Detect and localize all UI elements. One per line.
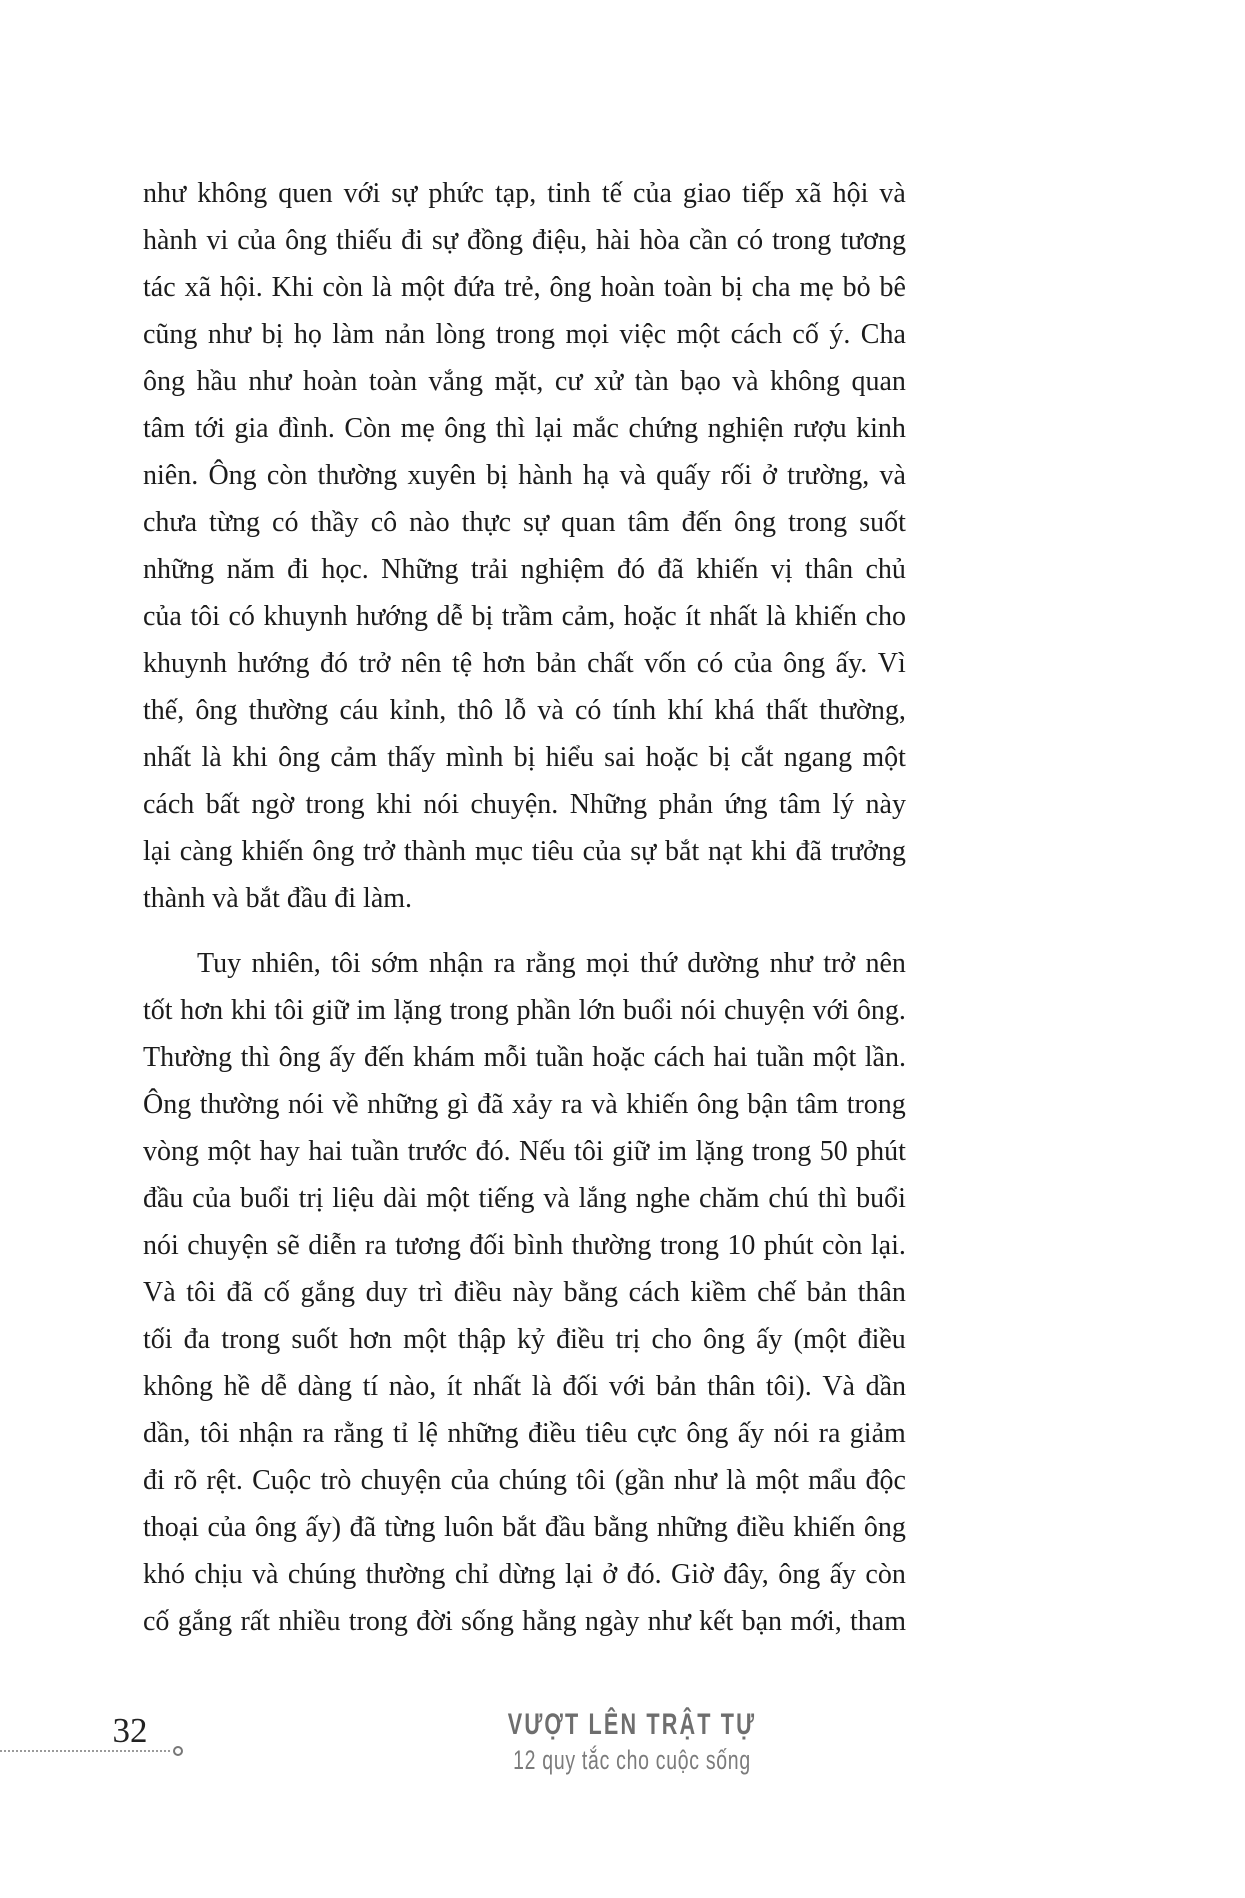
paragraph [143,940,906,1645]
text-line: của tôi có khuynh hướng dễ bị trầm cảm, hoặc ít nhất là khiến cho [143,601,906,632]
text-line: tâm tới gia đình. Còn mẹ ông thì lại mắc chứng nghiện rượu kinh [143,413,906,444]
text-line: những năm đi học. Những trải nghiệm đó đã khiến vị thân chủ [143,554,906,585]
text-line: nhất là khi ông cảm thấy mình bị hiểu sai hoặc bị cắt ngang một [143,742,906,773]
text-line: khó chịu và chúng thường chỉ dừng lại ở đó. Giờ đây, ông ấy còn [143,1559,906,1590]
text-line: Ông thường nói về những gì đã xảy ra và khiến ông bận tâm trong [143,1089,906,1120]
text-line: niên. Ông còn thường xuyên bị hành hạ và quấy rối ở trường, và [143,460,906,491]
text-line: thành và bắt đầu đi làm. [143,883,413,914]
text-line: hành vi của ông thiếu đi sự đồng điệu, hài hòa cần có trong tương [143,225,906,256]
text-line: nói chuyện sẽ diễn ra tương đối bình thường trong 10 phút còn lại. [143,1230,906,1261]
text-line: cố gắng rất nhiều trong đời sống hằng ngày như kết bạn mới, tham [143,1606,906,1637]
page-number: 32 [112,1711,148,1750]
book-subtitle: 12 quy tắc cho cuộc sống [513,1745,751,1775]
text-line: Và tôi đã cố gắng duy trì điều này bằng cách kiềm chế bản thân [143,1277,906,1308]
body-text [143,170,906,1645]
text-line: vòng một hay hai tuần trước đó. Nếu tôi giữ im lặng trong 50 phút [143,1136,906,1167]
dotted-leader-line [0,1750,170,1752]
paragraph [143,170,906,922]
text-line: tốt hơn khi tôi giữ im lặng trong phần lớn buổi nói chuyện với ông. [143,995,906,1026]
text-line: Tuy nhiên, tôi sớm nhận ra rằng mọi thứ dường như trở nên [197,948,906,979]
text-line: đi rõ rệt. Cuộc trò chuyện của chúng tôi (gần như là một mẩu độc [143,1465,906,1496]
text-line: thoại của ông ấy) đã từng luôn bắt đầu bằng những điều khiến ông [143,1512,906,1543]
text-line: đầu của buổi trị liệu dài một tiếng và lắng nghe chăm chú thì buổi [143,1183,906,1214]
text-line: không hề dễ dàng tí nào, ít nhất là đối với bản thân tôi). Và dần [143,1371,906,1402]
text-line: thế, ông thường cáu kỉnh, thô lỗ và có tính khí khá thất thường, [143,695,906,726]
text-line: như không quen với sự phức tạp, tinh tế của giao tiếp xã hội và [143,178,906,209]
text-line: lại càng khiến ông trở thành mục tiêu của sự bắt nạt khi đã trưởng [143,836,906,867]
text-line: tác xã hội. Khi còn là một đứa trẻ, ông hoàn toàn bị cha mẹ bỏ bê [143,272,906,303]
running-title-block [445,1708,819,1776]
text-line: chưa từng có thầy cô nào thực sự quan tâm đến ông trong suốt [143,507,906,538]
text-line: cách bất ngờ trong khi nói chuyện. Những phản ứng tâm lý này [143,789,906,820]
book-title: VƯỢT LÊN TRẬT TỰ [507,1708,757,1741]
text-line: tối đa trong suốt hơn một thập kỷ điều trị cho ông ấy (một điều [143,1324,906,1355]
text-line: dần, tôi nhận ra rằng tỉ lệ những điều tiêu cực ông ấy nói ra giảm [143,1418,906,1449]
text-line: cũng như bị họ làm nản lòng trong mọi việc một cách cố ý. Cha [143,319,906,350]
text-line: ông hầu như hoàn toàn vắng mặt, cư xử tàn bạo và không quan [143,366,906,397]
text-line: khuynh hướng đó trở nên tệ hơn bản chất vốn có của ông ấy. Vì [143,648,906,679]
circle-ornament-icon [173,1746,183,1756]
text-line: Thường thì ông ấy đến khám mỗi tuần hoặc cách hai tuần một lần. [143,1042,906,1073]
